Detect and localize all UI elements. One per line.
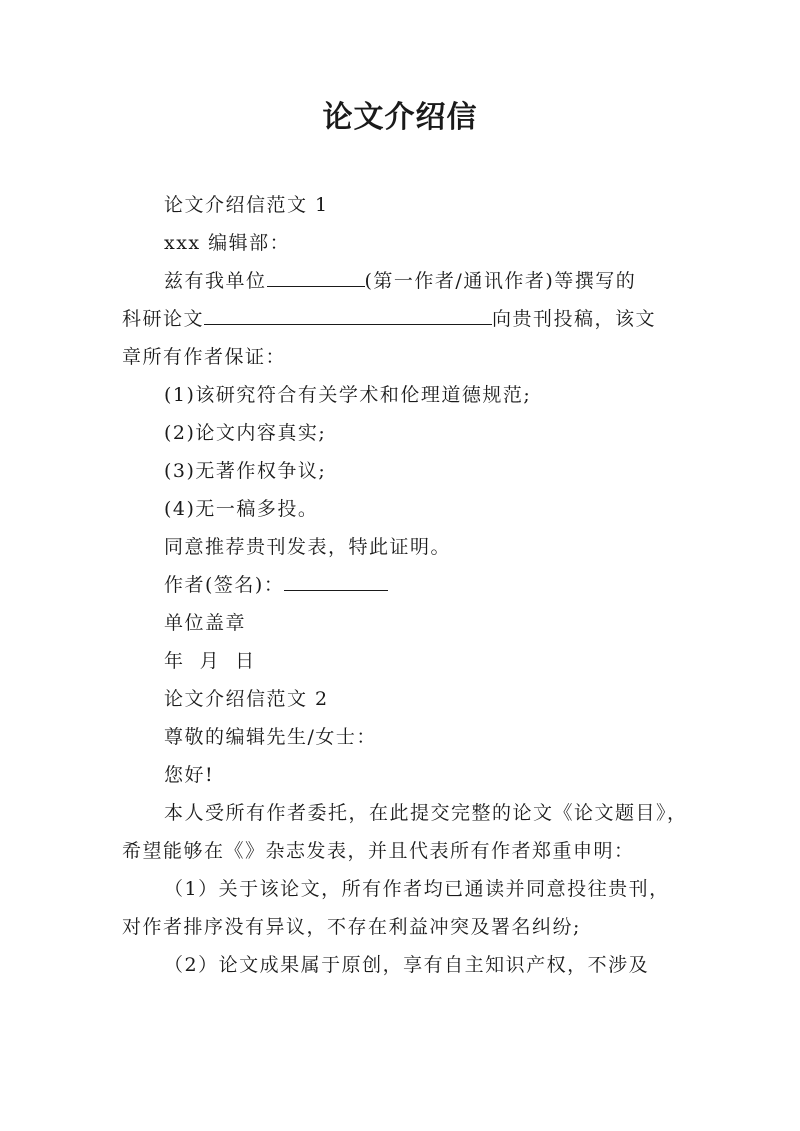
intro-text-a: 兹有我单位	[164, 270, 267, 292]
sample2-heading: 论文介绍信范文 2	[164, 688, 329, 710]
sample2-para3: （2）论文成果属于原创，享有自主知识产权，不涉及	[164, 954, 650, 976]
sample1-intro-line2	[122, 300, 688, 338]
unit-name-blank	[267, 268, 365, 287]
sample1-date: 年 月 日	[164, 650, 256, 672]
sample1-item-4: (4)无一稿多投。	[164, 498, 319, 520]
sample1-heading: 论文介绍信范文 1	[164, 194, 329, 216]
sample2-para2: （1）关于该论文，所有作者均已通读并同意投往贵刊，对作者排序没有异议，不存在利益冲突及署名纠纷;	[122, 878, 670, 938]
sample1-recommend: 同意推荐贵刊发表，特此证明。	[164, 536, 452, 558]
sample2-para1: 本人受所有作者委托，在此提交完整的论文《论文题目》，希望能够在《》杂志发表，并且代表所有作者郑重申明：	[122, 802, 688, 862]
intro-text-c: 科研论文	[122, 308, 205, 330]
sample1-item-3: (3)无著作权争议;	[164, 460, 327, 482]
sample1-item-1: (1)该研究符合有关学术和伦理道德规范;	[164, 384, 532, 406]
sample1-salutation: xxx 编辑部：	[164, 232, 291, 254]
signature-label: 作者(签名)：	[164, 574, 285, 596]
sample1-signature	[122, 566, 688, 604]
document-body	[122, 186, 688, 984]
sample1-intro-line3: 章所有作者保证：	[122, 346, 287, 368]
sample2-greeting: 您好!	[164, 764, 215, 786]
sample1-item-2: (2)论文内容真实;	[164, 422, 327, 444]
paper-title-blank	[204, 306, 492, 325]
signature-blank	[284, 572, 388, 591]
intro-text-b: (第一作者/通讯作者)等撰写的	[364, 270, 637, 292]
sample1-intro-line1	[122, 262, 688, 300]
document-title: 论文介绍信	[322, 100, 478, 135]
intro-text-d: 向贵刊投稿，该文	[492, 308, 657, 330]
sample2-salutation: 尊敬的编辑先生/女士：	[164, 726, 377, 748]
sample1-stamp: 单位盖章	[164, 612, 247, 634]
